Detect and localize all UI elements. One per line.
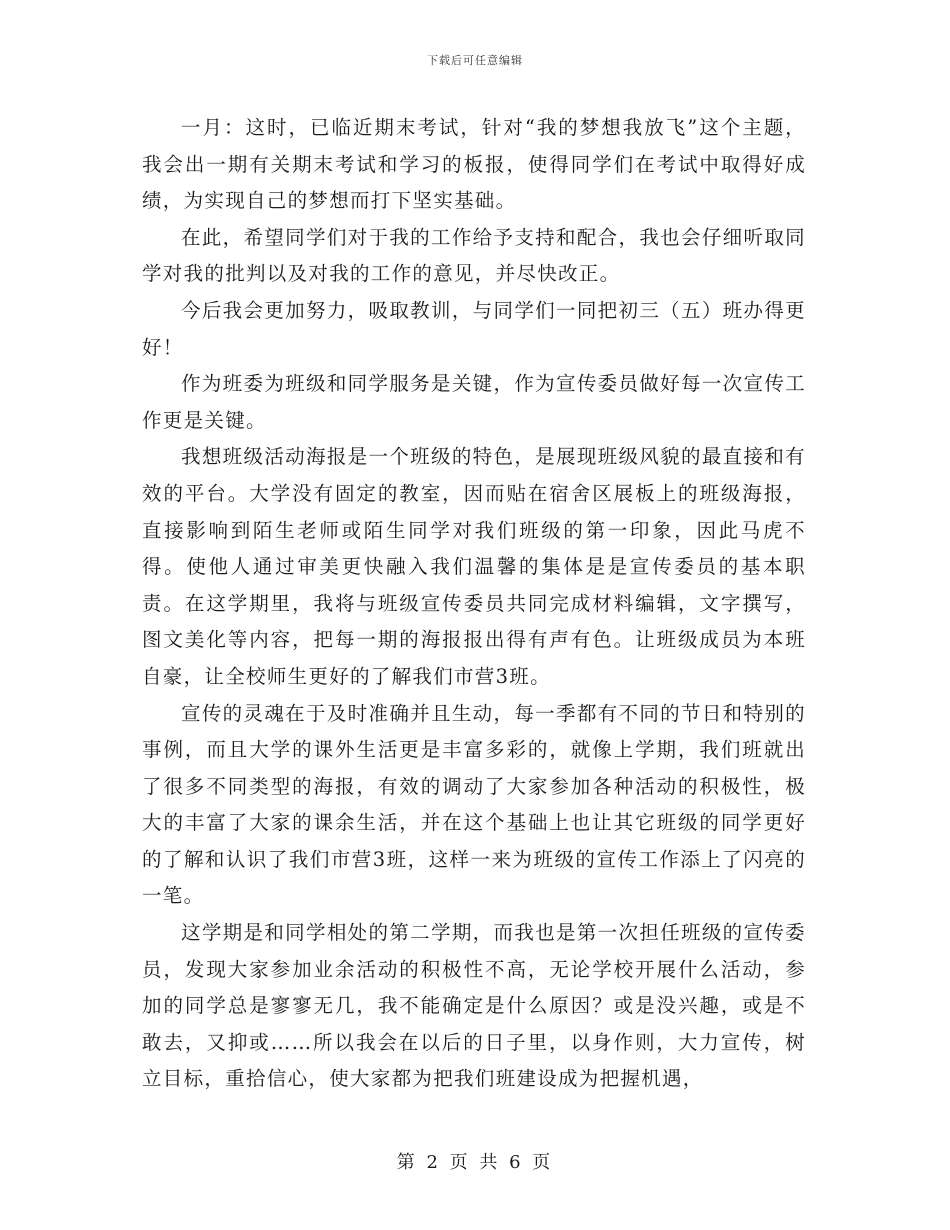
paragraph: 这学期是和同学相处的第二学期，而我也是第一次担任班级的宣传委员，发现大家参加业余活动的积极性不高，无论学校开展什么活动，参加的同学总是寥寥无几，我不能确定是什么原因？或是没兴趣，或是不敢去，又抑或……所以我会在以后的日子里，以身作则，大力宣传，树立目标，重拾信心，使大家都为把我们班建设成为把握机遇， [142, 921, 806, 1091]
paragraph: 作为班委为班级和同学服务是关键，作为宣传委员做好每一次宣传工作更是关键。 [142, 372, 806, 432]
paragraph: 我想班级活动海报是一个班级的特色，是展现班级风貌的最直接和有效的平台。大学没有固定的教室，因而贴在宿舍区展板上的班级海报，直接影响到陌生老师或陌生同学对我们班级的第一印象，因此马虎不得。使他人通过审美更快融入我们温馨的集体是是宣传委员的基本职责。在这学期里，我将与班级宣传委员共同完成材料编辑，文字撰写，图文美化等内容，把每一期的海报报出得有声有色。让班级成员为本班自豪，让全校师生更好的了解我们市营3班。 [142, 445, 806, 688]
paragraph: 一月：这时，已临近期末考试，针对“我的梦想我放飞”这个主题，我会出一期有关期末考试和学习的板报，使得同学们在考试中取得好成绩，为实现自己的梦想而打下坚实基础。 [142, 116, 806, 213]
paragraph: 宣传的灵魂在于及时准确并且生动，每一季都有不同的节日和特别的事例，而且大学的课外生活更是丰富多彩的，就像上学期，我们班就出了很多不同类型的海报，有效的调动了大家参加各种活动的积极性，极大的丰富了大家的课余生活，并在这个基础上也让其它班级的同学更好的了解和认识了我们市营3班，这样一来为班级的宣传工作添上了闪亮的一笔。 [142, 701, 806, 908]
header-note: 下载后可任意编辑 [427, 54, 523, 67]
document-body [142, 110, 806, 1098]
paragraph: 在此，希望同学们对于我的工作给予支持和配合，我也会仔细听取同学对我的批判以及对我的工作的意见，并尽快改正。 [142, 225, 806, 286]
page-number-footer: 第 2 页 共 6 页 [396, 1152, 554, 1173]
paragraph: 今后我会更加努力，吸取教训，与同学们一同把初三（五）班办得更好！ [142, 298, 806, 359]
